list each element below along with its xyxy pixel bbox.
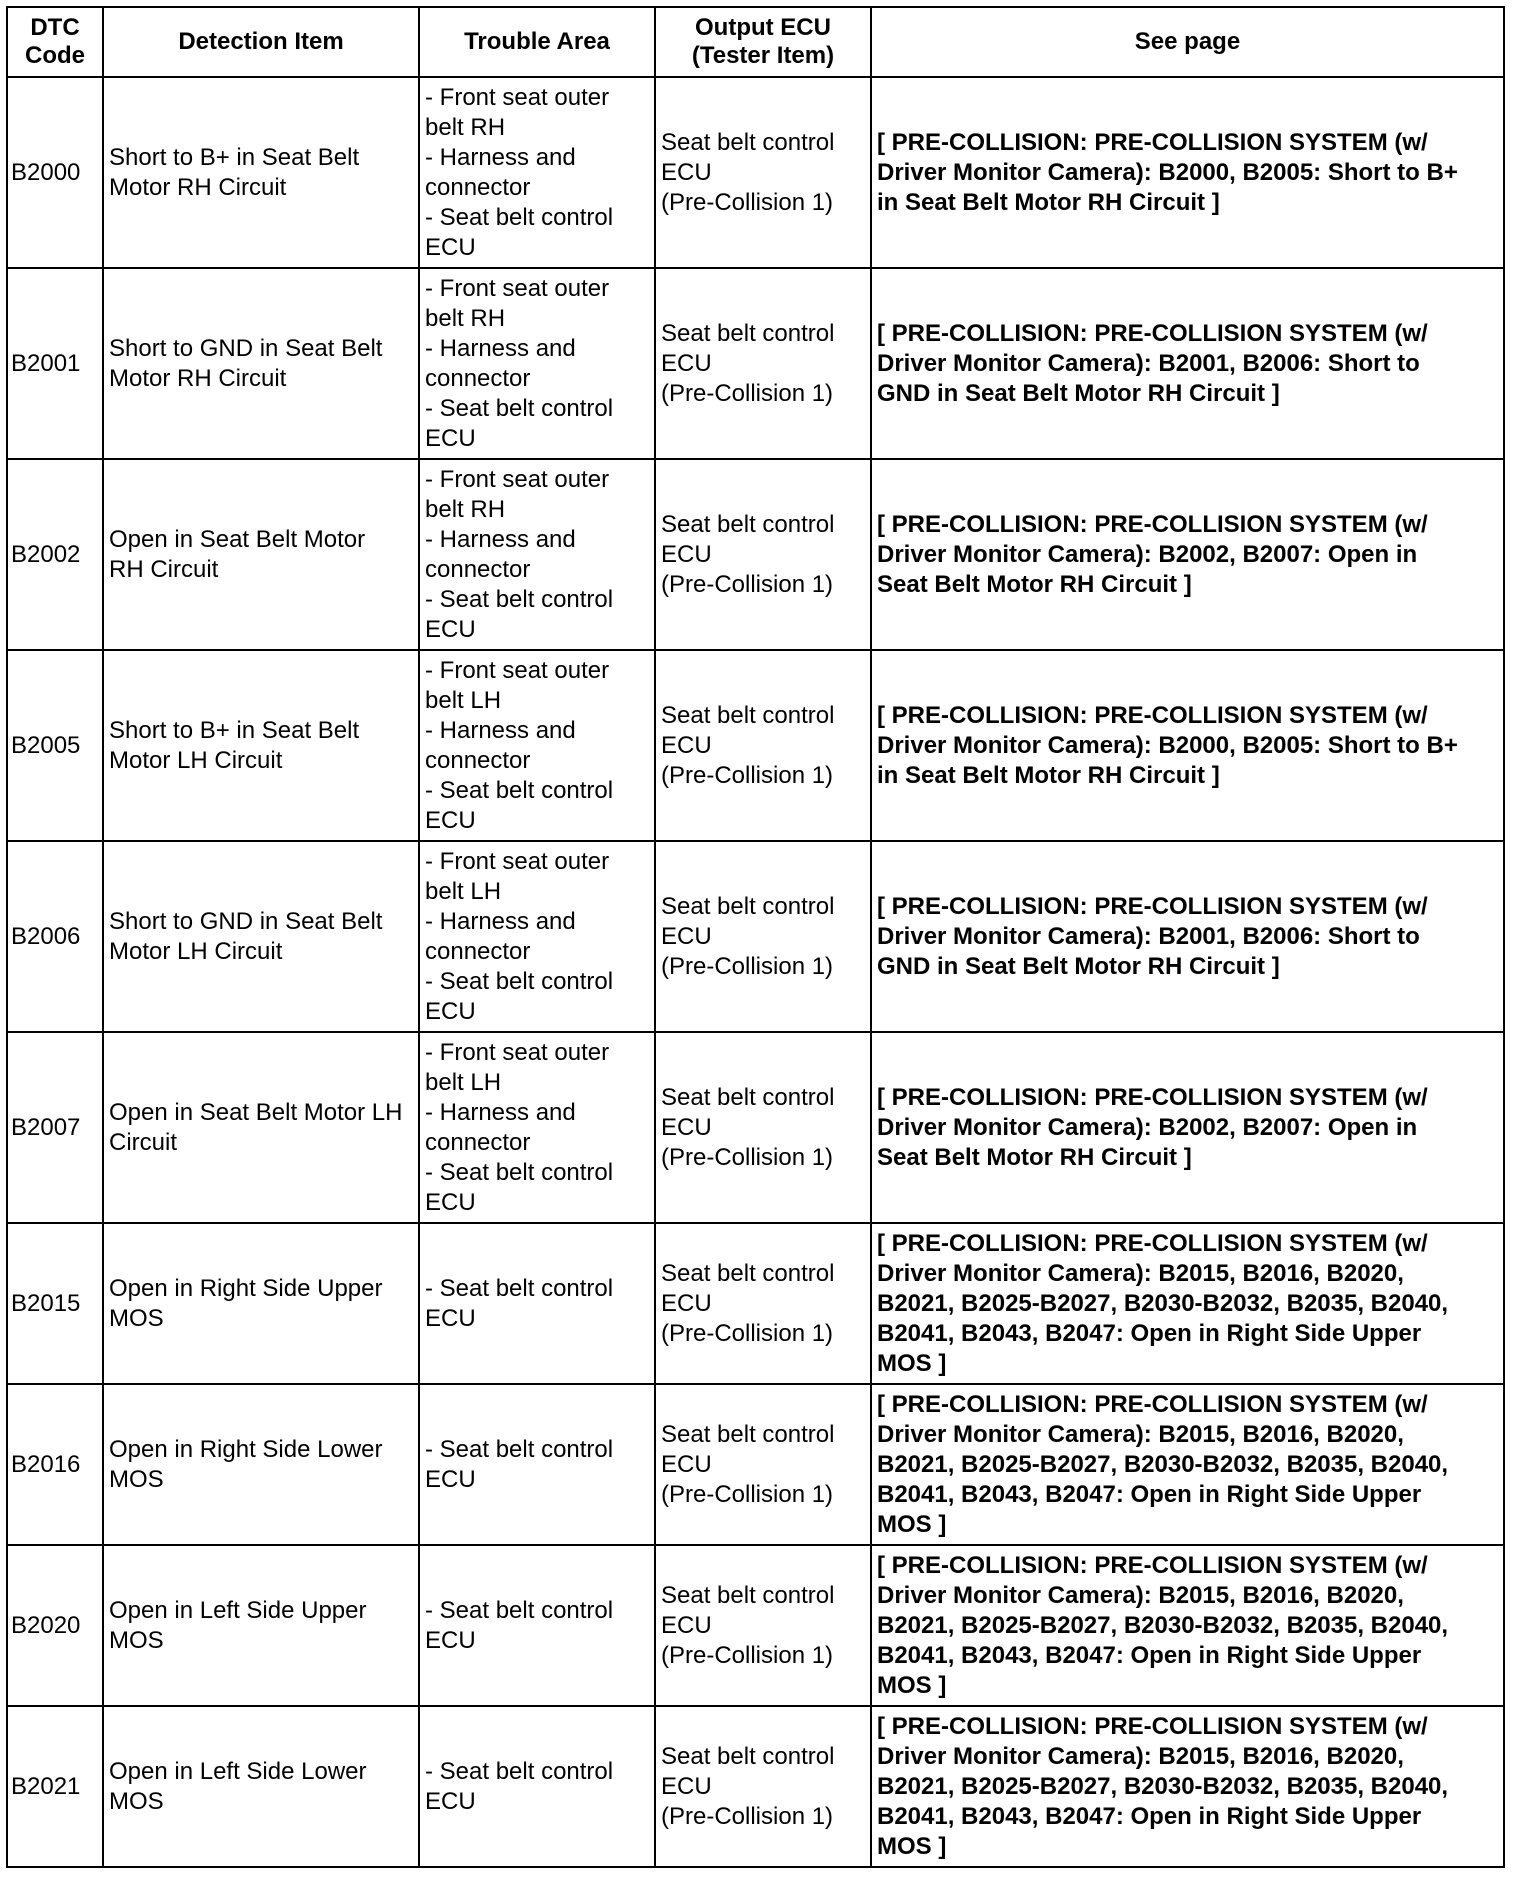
table-row xyxy=(7,1706,1504,1867)
table-row xyxy=(7,77,1504,268)
dtc-code-cell: B2016 xyxy=(7,1384,103,1545)
dtc-table xyxy=(6,6,1505,1868)
dtc-code-cell: B2000 xyxy=(7,77,103,268)
trouble-area-cell: - Front seat outer belt RH - Harness and connector - Seat belt control ECU xyxy=(419,459,655,650)
dtc-code-cell: B2020 xyxy=(7,1545,103,1706)
table-row xyxy=(7,1545,1504,1706)
detection-item-cell: Short to GND in Seat Belt Motor LH Circuit xyxy=(103,841,419,1032)
output-ecu-cell: Seat belt control ECU (Pre-Collision 1) xyxy=(655,1706,871,1867)
dtc-code-cell: B2015 xyxy=(7,1223,103,1384)
trouble-area-cell: - Front seat outer belt LH - Harness and connector - Seat belt control ECU xyxy=(419,650,655,841)
table-row xyxy=(7,841,1504,1032)
output-ecu-cell: Seat belt control ECU (Pre-Collision 1) xyxy=(655,1032,871,1223)
dtc-code-cell: B2021 xyxy=(7,1706,103,1867)
trouble-area-cell: - Seat belt control ECU xyxy=(419,1706,655,1867)
table-row xyxy=(7,1032,1504,1223)
dtc-code-cell: B2007 xyxy=(7,1032,103,1223)
trouble-area-cell: - Front seat outer belt LH - Harness and connector - Seat belt control ECU xyxy=(419,841,655,1032)
trouble-area-cell: - Seat belt control ECU xyxy=(419,1384,655,1545)
output-ecu-cell: Seat belt control ECU (Pre-Collision 1) xyxy=(655,650,871,841)
detection-item-cell: Open in Left Side Upper MOS xyxy=(103,1545,419,1706)
output-ecu-cell: Seat belt control ECU (Pre-Collision 1) xyxy=(655,1545,871,1706)
table-row xyxy=(7,268,1504,459)
table-row xyxy=(7,650,1504,841)
see-page-link[interactable]: [ PRE-COLLISION: PRE-COLLISION SYSTEM (w/ Driver Monitor Camera): B2015, B2016, B2020, B2021, B2025-B2027, B2030-B2032, B2035, B2040, B2041, B2043, B2047: Open in Right Side Upper MOS ] xyxy=(871,1706,1504,1867)
table-row xyxy=(7,1223,1504,1384)
see-page-link[interactable]: [ PRE-COLLISION: PRE-COLLISION SYSTEM (w/ Driver Monitor Camera): B2015, B2016, B2020, B2021, B2025-B2027, B2030-B2032, B2035, B2040, B2041, B2043, B2047: Open in Right Side Upper MOS ] xyxy=(871,1384,1504,1545)
detection-item-cell: Short to B+ in Seat Belt Motor RH Circuit xyxy=(103,77,419,268)
see-page-link[interactable]: [ PRE-COLLISION: PRE-COLLISION SYSTEM (w/ Driver Monitor Camera): B2002, B2007: Open in Seat Belt Motor RH Circuit ] xyxy=(871,459,1504,650)
see-page-link[interactable]: [ PRE-COLLISION: PRE-COLLISION SYSTEM (w/ Driver Monitor Camera): B2001, B2006: Short to GND in Seat Belt Motor RH Circuit ] xyxy=(871,268,1504,459)
header-trouble-area: Trouble Area xyxy=(419,7,655,77)
output-ecu-cell: Seat belt control ECU (Pre-Collision 1) xyxy=(655,268,871,459)
dtc-code-cell: B2001 xyxy=(7,268,103,459)
see-page-link[interactable]: [ PRE-COLLISION: PRE-COLLISION SYSTEM (w/ Driver Monitor Camera): B2001, B2006: Short to GND in Seat Belt Motor RH Circuit ] xyxy=(871,841,1504,1032)
detection-item-cell: Short to GND in Seat Belt Motor RH Circuit xyxy=(103,268,419,459)
output-ecu-cell: Seat belt control ECU (Pre-Collision 1) xyxy=(655,841,871,1032)
output-ecu-cell: Seat belt control ECU (Pre-Collision 1) xyxy=(655,1384,871,1545)
trouble-area-cell: - Front seat outer belt LH - Harness and connector - Seat belt control ECU xyxy=(419,1032,655,1223)
trouble-area-cell: - Seat belt control ECU xyxy=(419,1545,655,1706)
see-page-link[interactable]: [ PRE-COLLISION: PRE-COLLISION SYSTEM (w/ Driver Monitor Camera): B2000, B2005: Short to B+ in Seat Belt Motor RH Circuit ] xyxy=(871,650,1504,841)
header-detection-item: Detection Item xyxy=(103,7,419,77)
detection-item-cell: Open in Left Side Lower MOS xyxy=(103,1706,419,1867)
see-page-link[interactable]: [ PRE-COLLISION: PRE-COLLISION SYSTEM (w/ Driver Monitor Camera): B2002, B2007: Open in Seat Belt Motor RH Circuit ] xyxy=(871,1032,1504,1223)
table-row xyxy=(7,459,1504,650)
dtc-code-cell: B2002 xyxy=(7,459,103,650)
trouble-area-cell: - Front seat outer belt RH - Harness and connector - Seat belt control ECU xyxy=(419,268,655,459)
detection-item-cell: Open in Seat Belt Motor RH Circuit xyxy=(103,459,419,650)
dtc-code-cell: B2006 xyxy=(7,841,103,1032)
detection-item-cell: Open in Right Side Lower MOS xyxy=(103,1384,419,1545)
dtc-code-cell: B2005 xyxy=(7,650,103,841)
trouble-area-cell: - Seat belt control ECU xyxy=(419,1223,655,1384)
detection-item-cell: Open in Right Side Upper MOS xyxy=(103,1223,419,1384)
output-ecu-cell: Seat belt control ECU (Pre-Collision 1) xyxy=(655,1223,871,1384)
detection-item-cell: Short to B+ in Seat Belt Motor LH Circuit xyxy=(103,650,419,841)
header-output-ecu: Output ECU (Tester Item) xyxy=(655,7,871,77)
see-page-link[interactable]: [ PRE-COLLISION: PRE-COLLISION SYSTEM (w/ Driver Monitor Camera): B2015, B2016, B2020, B2021, B2025-B2027, B2030-B2032, B2035, B2040, B2041, B2043, B2047: Open in Right Side Upper MOS ] xyxy=(871,1223,1504,1384)
table-row xyxy=(7,1384,1504,1545)
output-ecu-cell: Seat belt control ECU (Pre-Collision 1) xyxy=(655,77,871,268)
table-header-row xyxy=(7,7,1504,77)
see-page-link[interactable]: [ PRE-COLLISION: PRE-COLLISION SYSTEM (w/ Driver Monitor Camera): B2015, B2016, B2020, B2021, B2025-B2027, B2030-B2032, B2035, B2040, B2041, B2043, B2047: Open in Right Side Upper MOS ] xyxy=(871,1545,1504,1706)
trouble-area-cell: - Front seat outer belt RH - Harness and connector - Seat belt control ECU xyxy=(419,77,655,268)
output-ecu-cell: Seat belt control ECU (Pre-Collision 1) xyxy=(655,459,871,650)
detection-item-cell: Open in Seat Belt Motor LH Circuit xyxy=(103,1032,419,1223)
header-dtc-code: DTC Code xyxy=(7,7,103,77)
see-page-link[interactable]: [ PRE-COLLISION: PRE-COLLISION SYSTEM (w/ Driver Monitor Camera): B2000, B2005: Short to B+ in Seat Belt Motor RH Circuit ] xyxy=(871,77,1504,268)
header-see-page: See page xyxy=(871,7,1504,77)
